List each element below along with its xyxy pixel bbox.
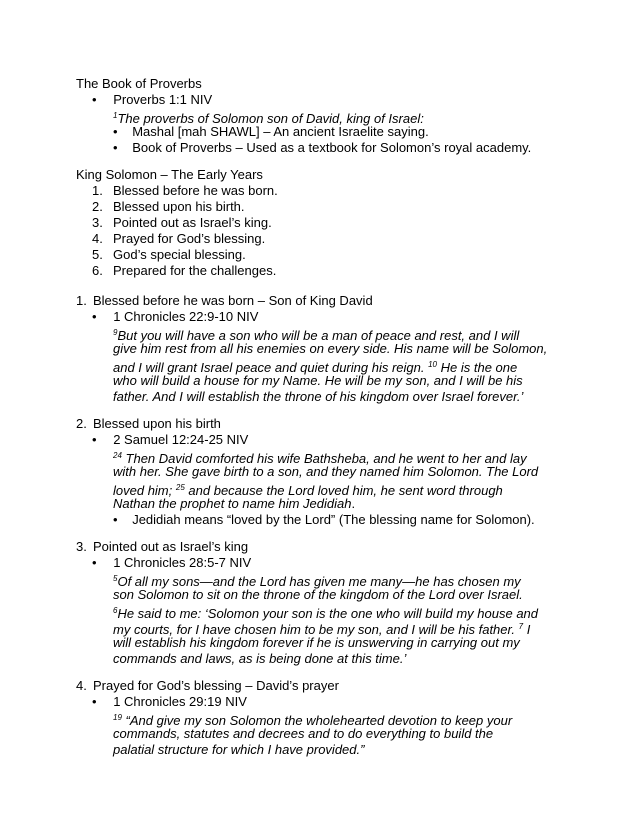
section-title: Blessed before he was born – Son of King David (93, 293, 373, 308)
bullet: • (113, 512, 118, 527)
verse-body: Nathan the prophet to name him Jedidiah (113, 496, 352, 511)
sub-list-item (113, 140, 531, 156)
section-title: Prayed for God’s blessing – David’s prayer (93, 678, 339, 693)
verse-line: who will build a house for my Name. He will be my son, and I will be his (113, 373, 523, 388)
section-heading: King Solomon – The Early Years (76, 167, 263, 182)
verse-line: palatial structure for which I have provided.” (113, 742, 365, 757)
verse-line: give him rest from all his enemies on every side. His name will be Solomon, (113, 341, 548, 356)
numbered-item (92, 231, 266, 247)
verse-number: 10 (428, 360, 437, 369)
sub-item-text: Jedidiah means “loved by the Lord” (The blessing name for Solomon). (132, 512, 535, 527)
verse-number: 24 (113, 451, 122, 460)
numbered-item (92, 263, 277, 279)
verse-body: He said to me: ‘Solomon your son is the one who will build my house and (117, 606, 539, 621)
bullet: • (92, 694, 97, 709)
section-title: Blessed upon his birth (93, 416, 221, 431)
verse-body: loved him; (113, 483, 173, 498)
item-text: Pointed out as Israel’s king. (113, 215, 272, 230)
section-heading: The Book of Proverbs (76, 76, 202, 91)
numbered-item (92, 183, 278, 199)
bullet: • (113, 124, 118, 139)
verse-body: my courts, for I have chosen him to be my son, and I will be his father. (113, 622, 515, 637)
section-heading (76, 539, 249, 555)
verse-line: with her. She gave birth to a son, and they named him Solomon. The Lord (113, 464, 539, 479)
item-text: Blessed upon his birth. (113, 199, 245, 214)
sub-list-item (113, 124, 429, 140)
verse-number: 6 (113, 606, 118, 615)
item-number: 6. (92, 263, 103, 278)
verse-body: The proverbs of Solomon son of David, king of Israel: (117, 111, 424, 126)
verse-number: 9 (113, 328, 118, 337)
list-item (92, 432, 248, 448)
scripture-reference: 1 Chronicles 29:19 NIV (113, 694, 247, 709)
verse-line: will establish his kingdom forever if he is unswerving in carrying out my (113, 635, 520, 650)
item-text: God’s special blessing. (113, 247, 246, 262)
item-text: Prepared for the challenges. (113, 263, 277, 278)
verse-line: son Solomon to sit on the throne of the kingdom of the Lord over Israel. (113, 587, 523, 602)
scripture-reference: Proverbs 1:1 NIV (113, 92, 213, 107)
item-number: 3. (92, 215, 103, 230)
verse-line: commands and laws, as is being done at this time.’ (113, 651, 407, 666)
verse-body: He is the one (440, 360, 518, 375)
verse-line: father. And I will establish the throne of his kingdom over Israel forever.’ (113, 389, 524, 404)
numbered-item (92, 215, 272, 231)
verse-body: “And give my son Solomon the wholehearted devotion to keep your (125, 713, 513, 728)
numbered-item (92, 247, 246, 263)
section-number: 3. (76, 539, 87, 554)
section-heading (76, 678, 339, 694)
scripture-reference: 2 Samuel 12:24-25 NIV (113, 432, 249, 447)
verse-line: commands, statutes and decrees and to do everything to build the (113, 726, 494, 741)
verse-number: 1 (113, 111, 118, 120)
sub-item-text: Mashal [mah SHAWL] – An ancient Israelite saying. (132, 124, 429, 139)
sub-list-item (113, 512, 535, 528)
verse-body: I (526, 622, 531, 637)
numbered-item (92, 199, 245, 215)
section-number: 1. (76, 293, 87, 308)
item-number: 1. (92, 183, 103, 198)
bullet: • (92, 92, 97, 107)
item-number: 2. (92, 199, 103, 214)
item-number: 5. (92, 247, 103, 262)
item-text: Prayed for God’s blessing. (113, 231, 266, 246)
scripture-reference: 1 Chronicles 22:9-10 NIV (113, 309, 259, 324)
section-heading (76, 293, 373, 309)
scripture-reference: 1 Chronicles 28:5-7 NIV (113, 555, 252, 570)
verse-line (113, 496, 355, 512)
section-heading (76, 416, 221, 432)
section-number: 4. (76, 678, 87, 693)
section-title: Pointed out as Israel’s king (93, 539, 249, 554)
verse-number: 19 (113, 713, 122, 722)
verse-body: and I will grant Israel peace and quiet during his reign. (113, 360, 425, 375)
verse-number: 7 (518, 622, 524, 631)
verse-body: Of all my sons—and the Lord has given me many—he has chosen my (117, 574, 521, 589)
item-text: Blessed before he was born. (113, 183, 278, 198)
list-item (92, 694, 247, 710)
bullet: • (92, 309, 97, 324)
bullet: • (92, 555, 97, 570)
verse-number: 5 (113, 574, 118, 583)
list-item (92, 555, 251, 571)
verse-number: 25 (175, 483, 185, 492)
verse-body: and because the Lord loved him, he sent word through (188, 483, 503, 498)
verse-body: Then David comforted his wife Bathsheba, and he went to her and lay (125, 451, 527, 466)
list-item (92, 309, 258, 325)
verse-body: But you will have a son who will be a man of peace and rest, and I will (117, 328, 520, 343)
bullet: • (92, 432, 97, 447)
sub-item-text: Book of Proverbs – Used as a textbook for Solomon’s royal academy. (132, 140, 532, 155)
verse-punctuation: . (351, 496, 356, 511)
bullet: • (113, 140, 118, 155)
section-number: 2. (76, 416, 87, 431)
item-number: 4. (92, 231, 103, 246)
list-item (92, 92, 212, 108)
